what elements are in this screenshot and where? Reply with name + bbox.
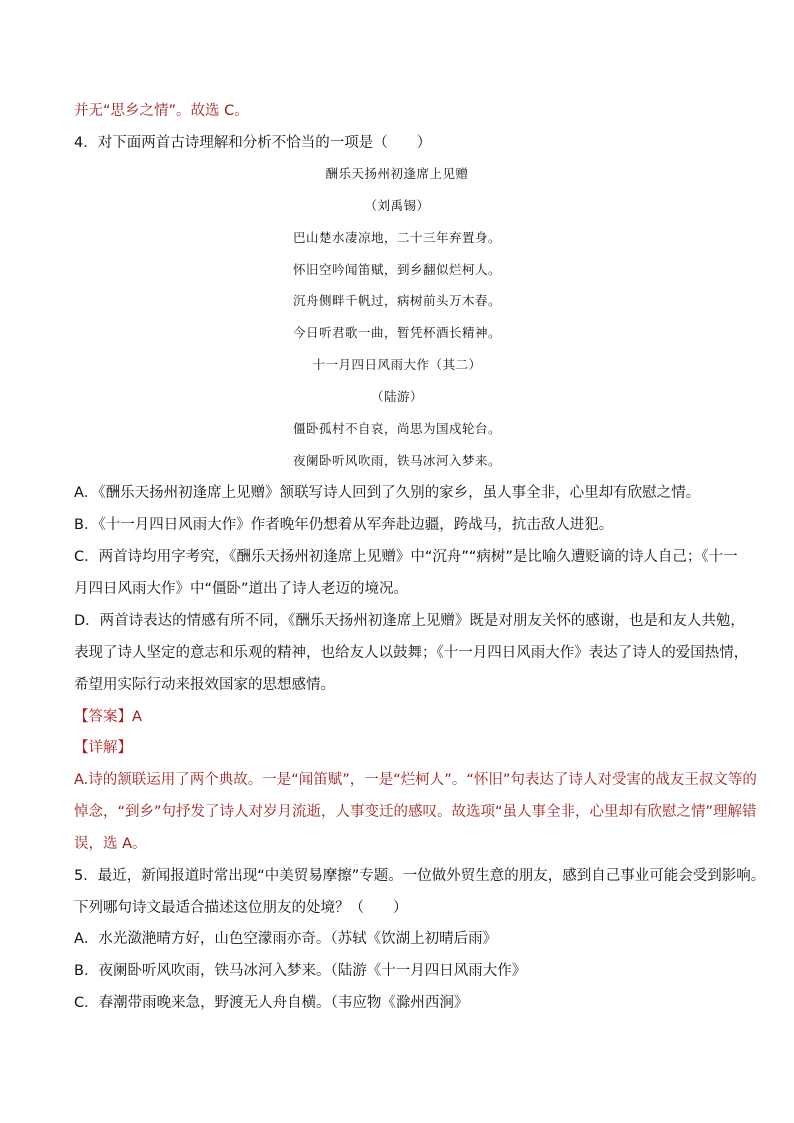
question-4-option-c-cont: 月四日风雨大作》中“僵卧”道出了诗人老迈的境况。 <box>74 581 409 597</box>
poem-2-title: 十一月四日风雨大作（其二） <box>312 357 482 372</box>
question-4-option-d-cont: 表现了诗人坚定的意志和乐观的精神，也给友人以鼓舞；《十一月四日风雨大作》表达了诗人的爱国热情， <box>74 645 749 661</box>
question-4-option-b: B．《十一月四日风雨大作》作者晚年仍想着从军奔赴边疆，跨战马，抗击敌人进犯。 <box>74 517 614 533</box>
question-5-option-c: C．春潮带雨晚来急，野渡无人舟自横。（韦应物《滁州西涧》 <box>74 995 469 1011</box>
poem-1-author: （刘禹锡） <box>364 198 430 213</box>
poem-1-line: 今日听君歌一曲，暂凭杯酒长精神。 <box>292 325 501 340</box>
poem-1-line: 沉舟侧畔千帆过，病树前头万木春。 <box>292 293 501 308</box>
detail-line: 误，选 A。 <box>74 836 147 852</box>
poem-1-title: 酬乐天扬州初逢席上见赠 <box>325 166 469 181</box>
question-5-option-a: A．水光潋滟晴方好，山色空濛雨亦奇。（苏轼《饮湖上初晴后雨》 <box>74 931 498 947</box>
poem-1-line: 巴山楚水凄凉地，二十三年弃置身。 <box>292 230 501 245</box>
question-4-option-a: A．《酬乐天扬州初逢席上见赠》颔联写诗人回到了久别的家乡，虽人事全非，心里却有欣慰之情。 <box>74 485 701 501</box>
question-5-option-b: B．夜阑卧听风吹雨，铁马冰河入梦来。（陆游《十一月四日风雨大作》 <box>74 963 527 979</box>
answer-label: 【答案】 <box>74 709 132 725</box>
question-4-stem: 4．对下面两首古诗理解和分析不恰当的一项是（ ） <box>74 135 432 151</box>
question-4-option-d-cont: 希望用实际行动来报效国家的思想感情。 <box>74 677 335 693</box>
answer-value: A <box>132 709 142 725</box>
detail-label: 【详解】 <box>74 740 132 756</box>
question-5-stem: 5．最近，新闻报道时常出现“中美贸易摩擦”专题。一位做外贸生意的朋友，感到自己事业可能会受到影响。 <box>74 868 766 884</box>
answer-row <box>74 707 734 727</box>
poem-1-line: 怀旧空吟闻笛赋，到乡翻似烂柯人。 <box>292 262 501 277</box>
question-4-option-c: C．两首诗均用字考究，《酬乐天扬州初逢席上见赠》中“沉舟”“病树”是比喻久遭贬谪的诗人自己；《十一 <box>74 549 738 565</box>
poem-2-line: 僵卧孤村不自哀，尚思为国戍轮台。 <box>292 421 501 436</box>
poem-2-author: （陆游） <box>370 389 423 404</box>
previous-answer-tail: 并无“思乡之情”。故选 C。 <box>74 103 249 119</box>
poem-2-line: 夜阑卧听风吹雨，铁马冰河入梦来。 <box>292 453 501 468</box>
detail-line: A.诗的颔联运用了两个典故。一是“闻笛赋”，一是“烂柯人”。“怀旧”句表达了诗人对受害的战友王叔文等的 <box>74 772 757 788</box>
question-4-option-d: D．两首诗表达的情感有所不同，《酬乐天扬州初逢席上见赠》既是对朋友关怀的感谢，也是和友人共勉， <box>74 613 745 629</box>
detail-line: 悼念，“到乡”句抒发了诗人对岁月流逝，人事变迁的感叹。故选项“虽人事全非，心里却有欣慰之情”理解错 <box>74 804 757 820</box>
question-5-stem-cont: 下列哪句诗文最适合描述这位朋友的处境？（ ） <box>74 900 408 916</box>
